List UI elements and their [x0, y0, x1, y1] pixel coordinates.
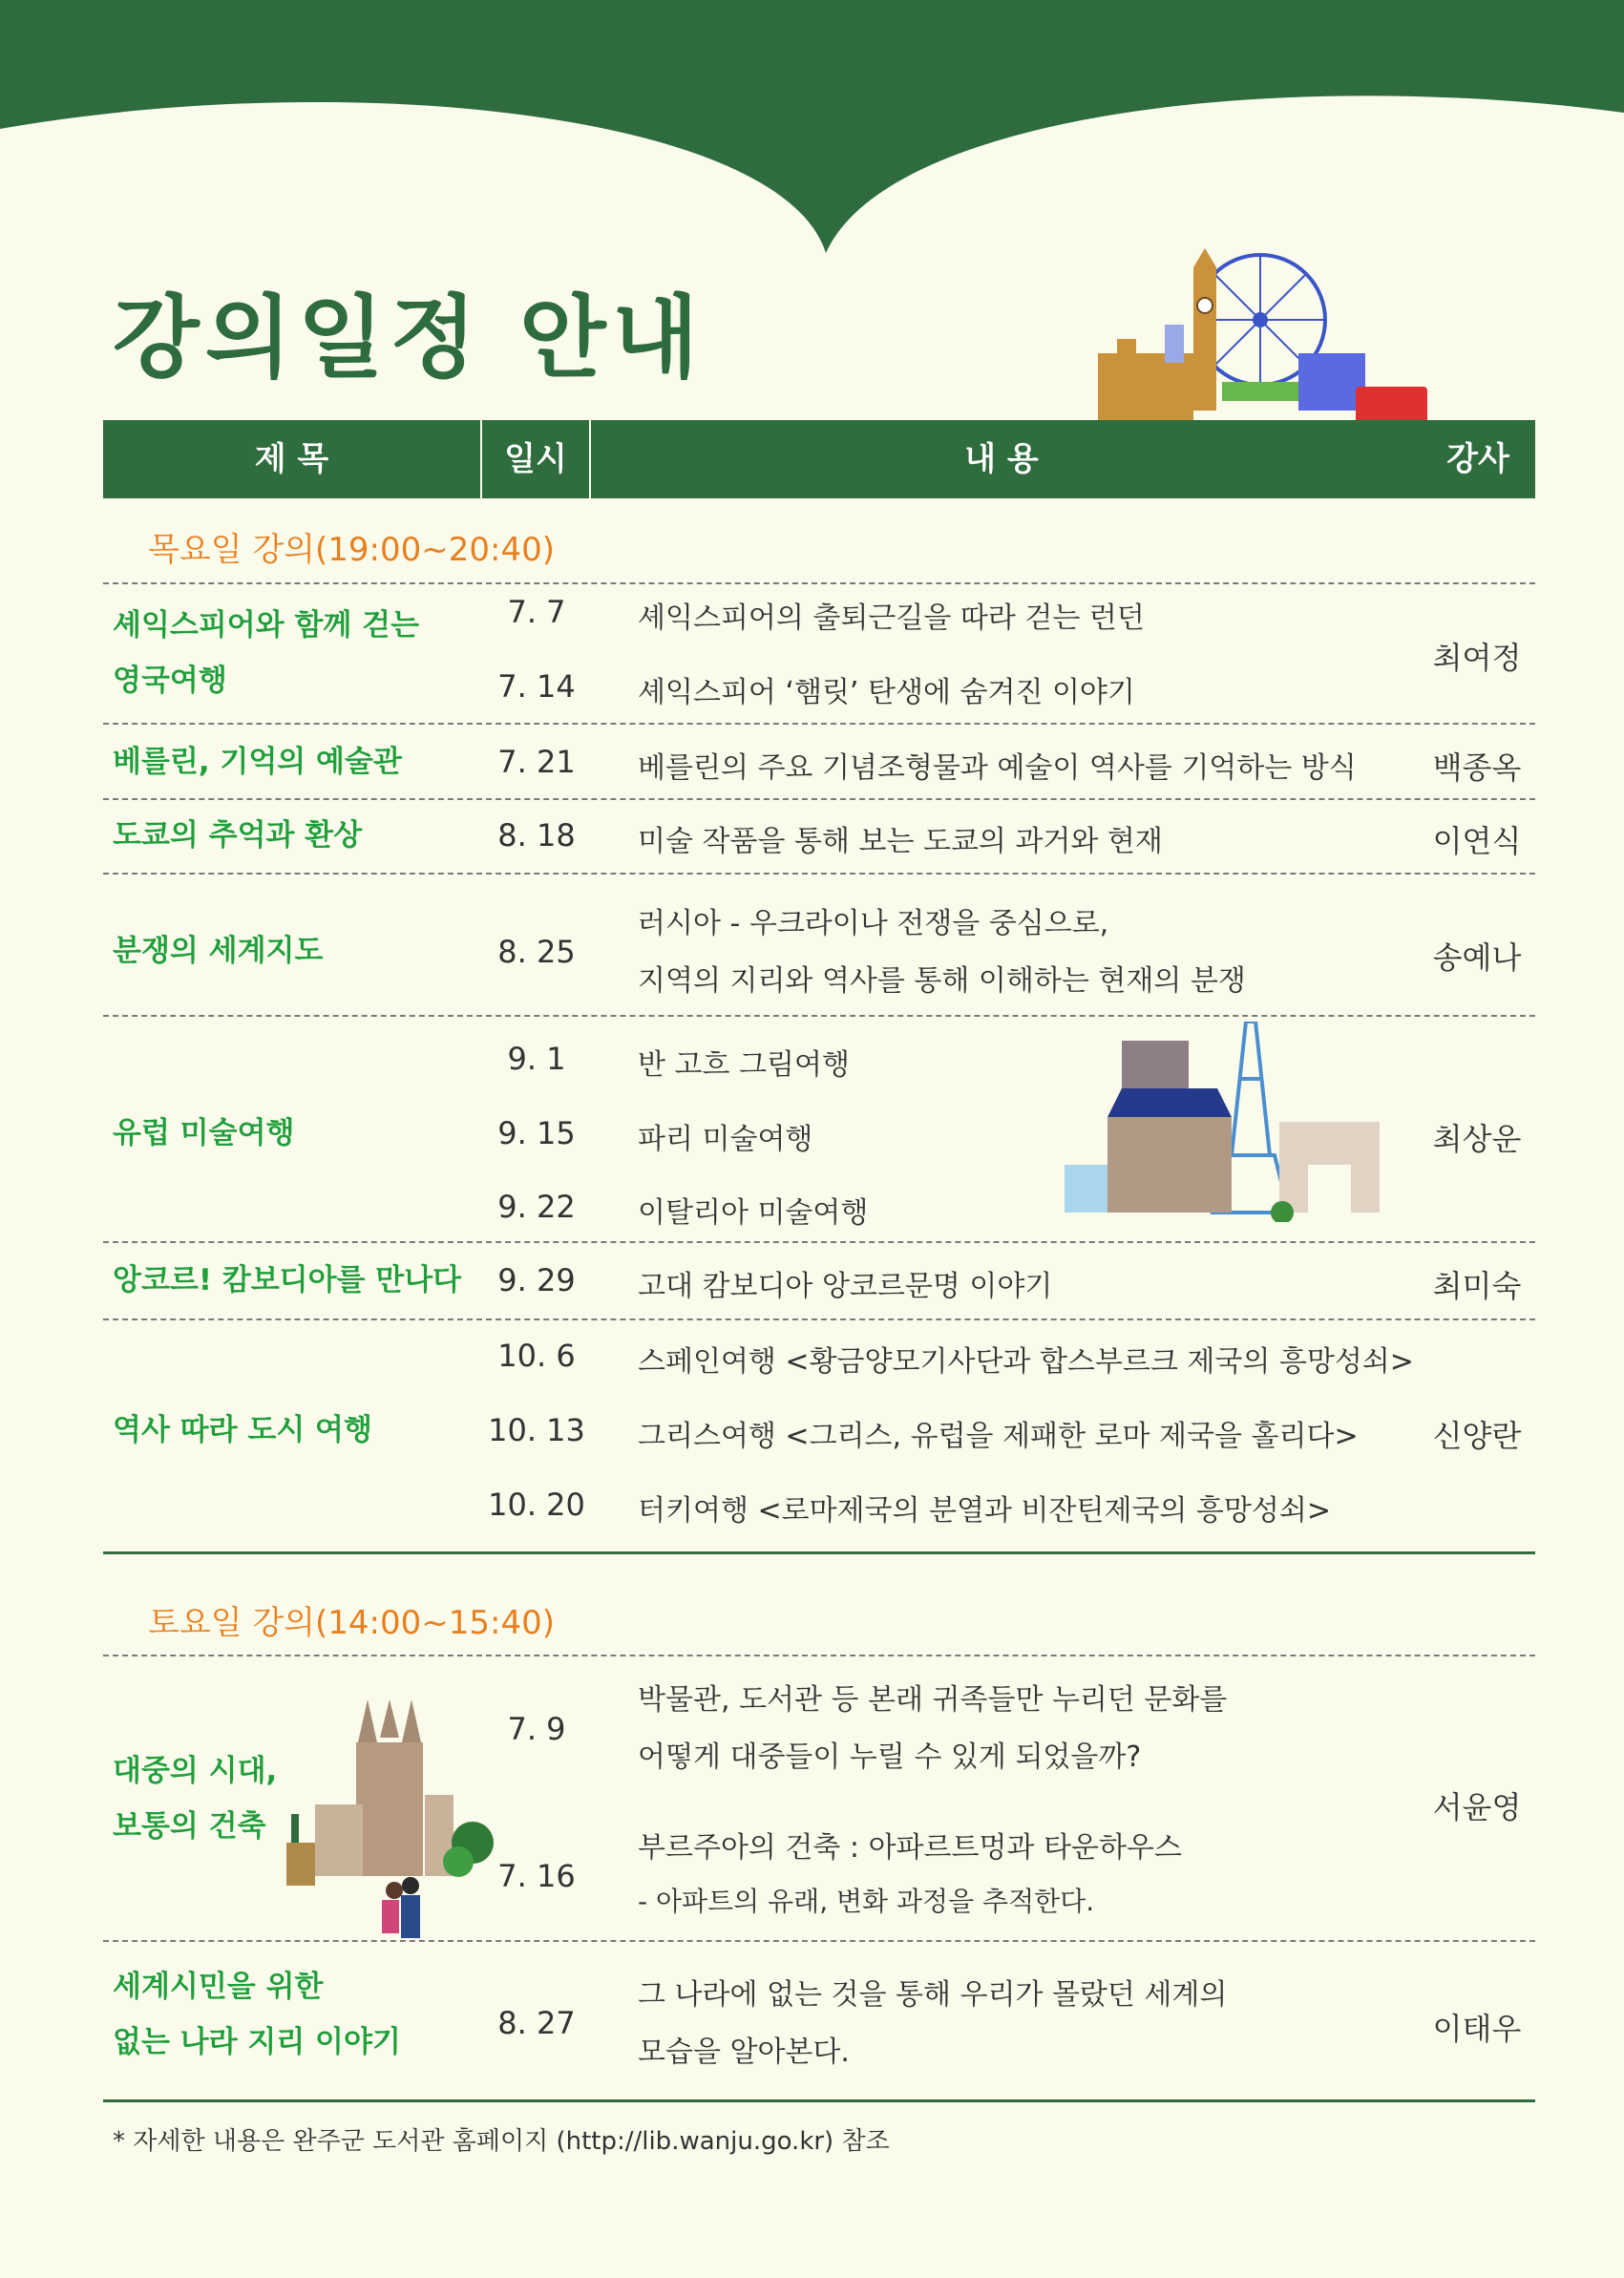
row-content: 지역의 지리와 역사를 통해 이해하는 현재의 분쟁	[638, 964, 1246, 998]
row-lecturer: 송예나	[1432, 939, 1522, 976]
row-content: 그리스여행 <그리스, 유럽을 제패한 로마 제국을 홀리다>	[638, 1420, 1359, 1453]
thursday-section-label: 목요일 강의(19:00~20:40)	[148, 531, 556, 569]
row-date: 9. 15	[497, 1115, 576, 1151]
row-date: 9. 1	[507, 1041, 566, 1077]
architecture-illustration	[282, 1699, 516, 1948]
header-lecturer: 강사	[1446, 440, 1509, 478]
row-date: 8. 18	[497, 817, 576, 854]
row-content: 어떻게 대중들이 누릴 수 있게 되었을까?	[638, 1740, 1142, 1774]
row-lecturer: 서윤영	[1432, 1789, 1522, 1825]
row-content: - 아파트의 유래, 변화 과정을 추적한다.	[638, 1886, 1095, 1917]
row-content: 이탈리아 미술여행	[638, 1196, 869, 1230]
row-lecturer: 최미숙	[1432, 1268, 1522, 1304]
row-title: 유럽 미술여행	[113, 1116, 295, 1150]
row-lecturer: 최상운	[1432, 1121, 1522, 1157]
row-date: 9. 22	[497, 1189, 576, 1225]
row-lecturer: 백종옥	[1432, 749, 1522, 786]
header-date: 일시	[504, 440, 567, 478]
row-date: 8. 25	[497, 934, 576, 970]
section-divider	[103, 2099, 1535, 2102]
row-title: 세계시민을 위한 없는 나라 지리 이야기	[113, 1970, 401, 2059]
paris-illustration	[1065, 1022, 1384, 1222]
row-date: 7. 7	[507, 594, 566, 630]
row-divider	[103, 1015, 1535, 1017]
table-header	[103, 420, 1535, 498]
row-divider	[103, 1940, 1535, 1942]
row-title: 분쟁의 세계지도	[113, 934, 324, 968]
row-content: 그 나라에 없는 것을 통해 우리가 몰랐던 세계의	[638, 1978, 1228, 2012]
row-date: 8. 27	[497, 2005, 576, 2041]
section-divider	[103, 1551, 1535, 1554]
footer-note: * 자세한 내용은 완주군 도서관 홈페이지 (http://lib.wanju.go.kr) 참조	[113, 2127, 890, 2156]
row-date: 9. 29	[497, 1262, 576, 1298]
row-date: 7. 21	[497, 744, 576, 780]
row-divider	[103, 1241, 1535, 1243]
row-divider	[103, 1655, 1535, 1656]
row-divider	[103, 1318, 1535, 1320]
row-content: 셰익스피어의 출퇴근길을 따라 걷는 런던	[638, 601, 1145, 635]
row-date: 7. 9	[507, 1711, 566, 1747]
row-date: 10. 20	[488, 1487, 585, 1523]
row-date: 7. 14	[497, 668, 576, 705]
row-title: 대중의 시대, 보통의 건축	[113, 1754, 278, 1844]
row-content: 베를린의 주요 기념조형물과 예술이 역사를 기억하는 방식	[638, 751, 1357, 785]
row-content: 터키여행 <로마제국의 분열과 비잔틴제국의 흥망성쇠>	[638, 1494, 1331, 1528]
row-content: 파리 미술여행	[638, 1123, 813, 1156]
saturday-section-label: 토요일 강의(14:00~15:40)	[148, 1604, 556, 1642]
row-content: 반 고흐 그림여행	[638, 1048, 850, 1082]
top-banner	[0, 0, 1624, 277]
london-skyline-illustration	[1079, 248, 1432, 439]
row-date: 7. 16	[497, 1858, 576, 1894]
row-lecturer: 최여정	[1432, 640, 1522, 676]
row-title: 셰익스피어와 함께 걷는 영국여행	[113, 608, 420, 698]
row-content: 모습을 알아본다.	[638, 2035, 850, 2069]
row-lecturer: 신양란	[1432, 1418, 1522, 1454]
row-date: 10. 6	[497, 1338, 576, 1374]
header-content: 내 용	[964, 440, 1039, 478]
row-content: 박물관, 도서관 등 본래 귀족들만 누리던 문화를	[638, 1683, 1228, 1717]
row-content: 셰익스피어 ‘햄릿’ 탄생에 숨겨진 이야기	[638, 676, 1135, 709]
row-title: 베를린, 기억의 예술관	[113, 745, 402, 779]
row-divider	[103, 873, 1535, 875]
row-lecturer: 이태우	[1432, 2011, 1522, 2047]
row-lecturer: 이연식	[1432, 823, 1522, 859]
row-date: 10. 13	[488, 1412, 585, 1448]
row-content: 러시아 - 우크라이나 전쟁을 중심으로,	[638, 907, 1109, 940]
row-content: 미술 작품을 통해 보는 도쿄의 과거와 현재	[638, 825, 1163, 858]
row-title: 앙코르! 캄보디아를 만나다	[113, 1263, 462, 1297]
row-content: 부르주아의 건축 : 아파르트멍과 타운하우스	[638, 1831, 1182, 1865]
row-divider	[103, 798, 1535, 800]
row-divider	[103, 723, 1535, 725]
row-title: 도쿄의 추억과 환상	[113, 818, 363, 853]
row-divider	[103, 582, 1535, 584]
row-content: 스페인여행 <황금양모기사단과 합스부르크 제국의 흥망성쇠>	[638, 1345, 1414, 1379]
row-title: 역사 따라 도시 여행	[113, 1413, 372, 1447]
page-title: 강의일정 안내	[113, 286, 705, 390]
header-title: 제 목	[254, 440, 329, 478]
row-content: 고대 캄보디아 앙코르문명 이야기	[638, 1270, 1053, 1303]
